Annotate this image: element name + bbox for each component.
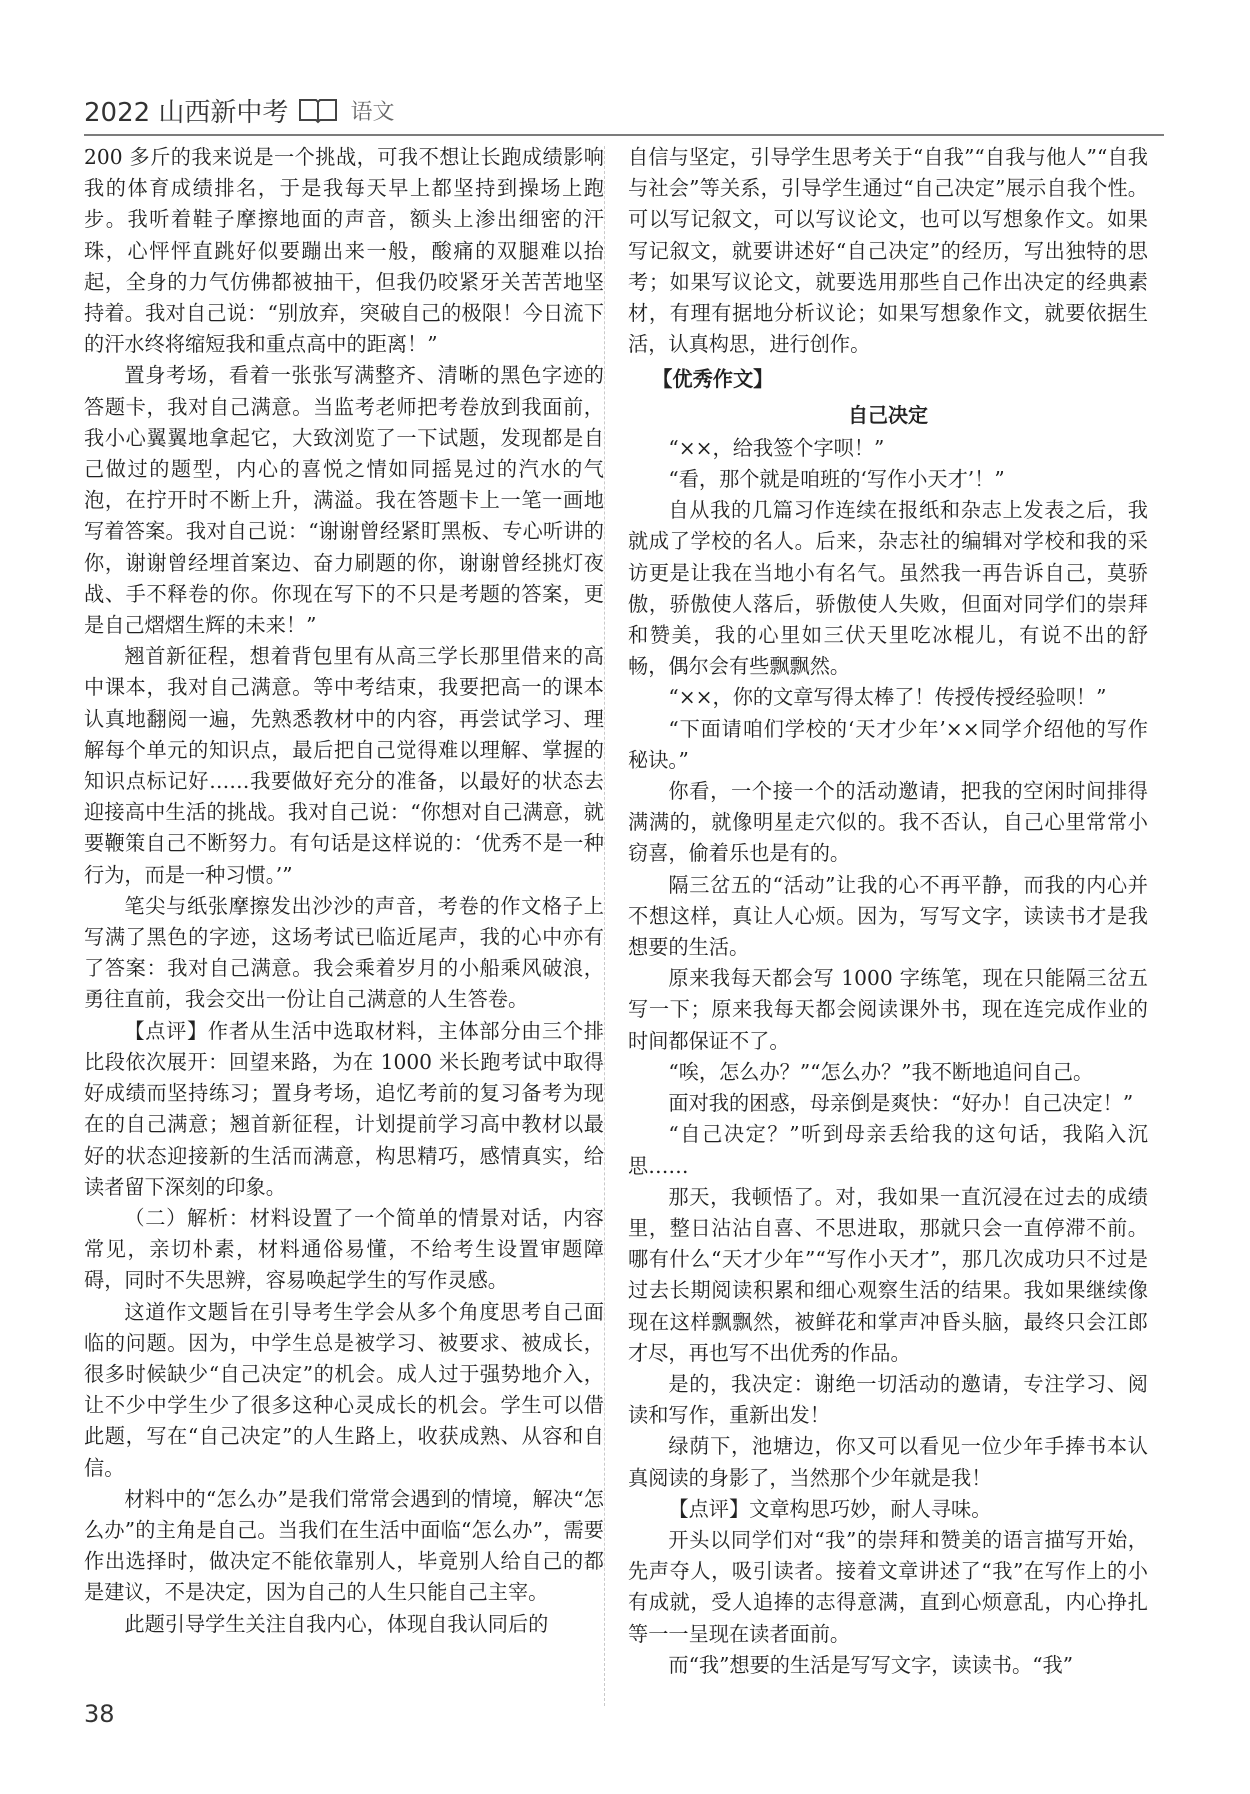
paragraph: 开头以同学们对“我”的崇拜和赞美的语言描写开始，先声夺人，吸引读者。接着文章讲述了“我”在写作上的小有成就，受人追捧的志得意满，直到心烦意乱，内心挣扎等一一呈现在读者面前。 <box>628 1527 1148 1646</box>
paragraph: 自从我的几篇习作连续在报纸和杂志上发表之后，我就成了学校的名人。后来，杂志社的编辑对学校和我的采访更是让我在当地小有名气。虽然我一再告诉自己，莫骄傲，骄傲使人落后，骄傲使人失败，但面对同学们的崇拜和赞美，我的心里如三伏天里吃冰棍儿，有说不出的舒畅，偶尔会有些飘飘然。 <box>628 498 1148 679</box>
page-number: 38 <box>84 1700 115 1728</box>
paragraph: 那天，我顿悟了。对，我如果一直沉浸在过去的成绩里，整日沾沾自喜、不思进取，那就只会一直停滞不前。哪有什么“天才少年”“写作小天才”，那几次成功只不过是过去长期阅读积累和细心观察生活的结果。我如果继续像现在这样飘飘然，被鲜花和掌声冲昏头脑，最终只会江郎才尽，再也写不出优秀的作品。 <box>628 1184 1148 1365</box>
header-rule <box>84 134 1164 136</box>
paragraph: 你看，一个接一个的活动邀请，把我的空闲时间排得满满的，就像明星走穴似的。我不否认，自己心里常常小窃喜，偷着乐也是有的。 <box>628 779 1148 866</box>
paragraph: 【点评】文章构思巧妙，耐人寻味。 <box>668 1496 992 1521</box>
open-book-icon <box>298 96 338 124</box>
paragraph: “××，你的文章写得太棒了！传授传授经验呗！” <box>668 685 1107 710</box>
paragraph: 原来我每天都会写 1000 字练笔，现在只能隔三岔五写一下；原来我每天都会阅读课外书，现在连完成作业的时间都保证不了。 <box>628 966 1148 1053</box>
paragraph: （二）解析：材料设置了一个简单的情景对话，内容常见，亲切朴素，材料通俗易懂，不给考生设置审题障碍，同时不失思辨，容易唤起学生的写作灵感。 <box>84 1205 604 1293</box>
right-column <box>628 142 1148 1762</box>
paragraph: 200 多斤的我来说是一个挑战，可我不想让长跑成绩影响我的体育成绩排名，于是我每天早上都坚持到操场上跑步。我听着鞋子摩擦地面的声音，额头上渗出细密的汗珠，心怦怦直跳好似要蹦出来一般，酸痛的双腿难以抬起，全身的力气仿佛都被抽干，但我仍咬紧牙关苦苦地坚持着。我对自己说：“别放弃，突破自己的极限！今日流下的汗水终将缩短我和重点高中的距离！” <box>84 145 604 357</box>
essay-title: 自己决定 <box>848 402 928 427</box>
paragraph: 面对我的困惑，母亲倒是爽快：“好办！自己决定！” <box>668 1091 1134 1116</box>
header-title: 2022 山西新中考 <box>84 97 289 128</box>
paragraph: 【点评】作者从生活中选取材料，主体部分由三个排比段依次展开：回望来路，为在 1000 米长跑考试中取得好成绩而坚持练习；置身考场，追忆考前的复习备考为现在的自己满意；翘首新征程，计划提前学习高中教材以最好的状态迎接新的生活而满意，构思精巧，感情真实，给读者留下深刻的印象。 <box>84 1018 604 1199</box>
paragraph: “自己决定？”听到母亲丢给我的这句话，我陷入沉思…… <box>628 1122 1148 1178</box>
running-header <box>84 88 1164 132</box>
paragraph: 笔尖与纸张摩擦发出沙沙的声音，考卷的作文格子上写满了黑色的字迹，这场考试已临近尾声，我的心中亦有了答案：我对自己满意。我会乘着岁月的小船乘风破浪，勇往直前，我会交出一份让自己满意的人生答卷。 <box>84 893 604 1012</box>
column-divider <box>604 146 606 1706</box>
paragraph: “唉，怎么办？”“怎么办？”我不断地追问自己。 <box>668 1059 1094 1084</box>
paragraph: 置身考场，看着一张张写满整齐、清晰的黑色字迹的答题卡，我对自己满意。当监考老师把考卷放到我面前，我小心翼翼地拿起它，大致浏览了一下试题，发现都是自己做过的题型，内心的喜悦之情如同摇晃过的汽水的气泡，在拧开时不断上升，满溢。我在答题卡上一笔一画地写着答案。我对自己说：“谢谢曾经紧盯黑板、专心听讲的你，谢谢曾经埋首案边、奋力刷题的你，谢谢曾经挑灯夜战、手不释卷的你。你现在写下的不只是考题的答案，更是自己熠熠生辉的未来！” <box>84 363 604 638</box>
left-column <box>84 142 604 1762</box>
paragraph: 而“我”想要的生活是写写文字，读读书。“我” <box>668 1652 1074 1677</box>
paragraph: 隔三岔五的“活动”让我的心不再平静，而我的内心并不想这样，真让人心烦。因为，写写文字，读读书才是我想要的生活。 <box>628 872 1148 960</box>
header-subject: 语文 <box>350 99 395 125</box>
paragraph: 这道作文题旨在引导考生学会从多个角度思考自己面临的问题。因为，中学生总是被学习、被要求、被成长，很多时候缺少“自己决定”的机会。成人过于强势地介入，让不少中学生少了很多这种心灵成长的机会。学生可以借此题，写在“自己决定”的人生路上，收获成熟、从容和自信。 <box>84 1299 604 1480</box>
paragraph: “××，给我签个字呗！” <box>668 435 885 460</box>
section-label: 【优秀作文】 <box>652 367 774 392</box>
paragraph: 绿荫下，池塘边，你又可以看见一位少年手捧书本认真阅读的身影了，当然那个少年就是我！ <box>628 1434 1148 1490</box>
paragraph: “下面请咱们学校的‘天才少年’××同学介绍他的写作秘诀。” <box>628 716 1148 772</box>
paragraph: 材料中的“怎么办”是我们常常会遇到的情境，解决“怎么办”的主角是自己。当我们在生活中面临“怎么办”，需要作出选择时，做决定不能依靠别人，毕竟别人给自己的都是建议，不是决定，因为自己的人生只能自己主宰。 <box>84 1486 604 1605</box>
paragraph: 是的，我决定：谢绝一切活动的邀请，专注学习、阅读和写作，重新出发！ <box>628 1371 1148 1428</box>
paragraph: “看，那个就是咱班的‘写作小天才’！” <box>668 467 1005 492</box>
paragraph: 自信与坚定，引导学生思考关于“自我”“自我与他人”“自我与社会”等关系，引导学生通过“自己决定”展示自我个性。可以写记叙文，可以写议论文，也可以写想象作文。如果写记叙文，就要讲述好“自己决定”的经历，写出独特的思考；如果写议论文，就要选用那些自己作出决定的经典素材，有理有据地分析议论；如果写想象作文，就要依据生活，认真构思，进行创作。 <box>628 145 1148 357</box>
paragraph: 翘首新征程，想着背包里有从高三学长那里借来的高中课本，我对自己满意。等中考结束，我要把高一的课本认真地翻阅一遍，先熟悉教材中的内容，再尝试学习、理解每个单元的知识点，最后把自己觉得难以理解、掌握的知识点标记好……我要做好充分的准备，以最好的状态去迎接高中生活的挑战。我对自己说：“你想对自己满意，就要鞭策自己不断努力。有句话是这样说的：‘优秀不是一种行为，而是一种习惯。’” <box>84 644 604 887</box>
paragraph: 此题引导学生关注自我内心，体现自我认同后的 <box>124 1611 549 1636</box>
